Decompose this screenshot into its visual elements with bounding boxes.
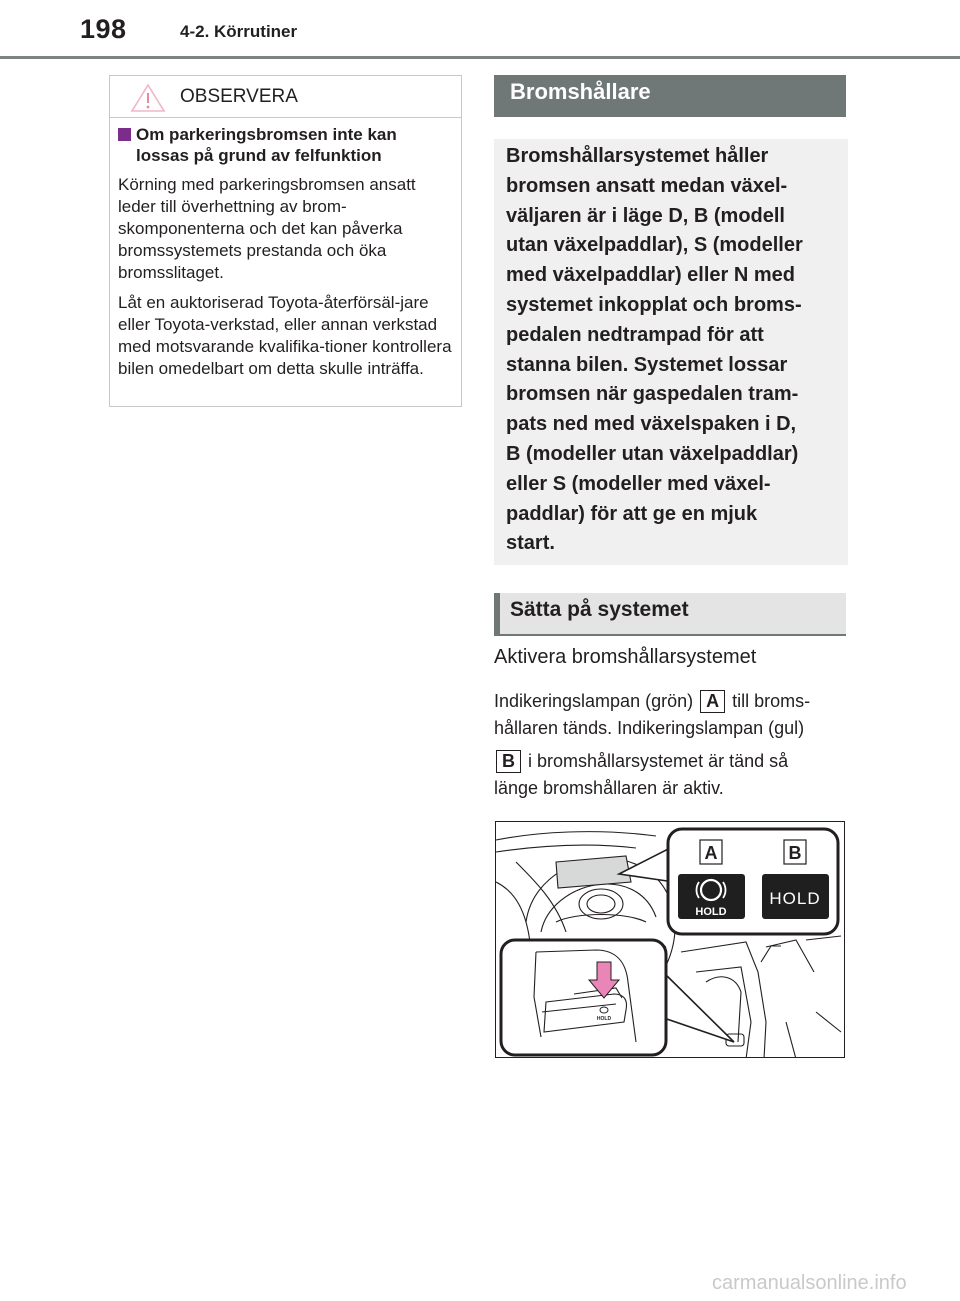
- intro-line: paddlar) för att ge en mjuk: [506, 502, 758, 525]
- brake-hold-illustration: [495, 821, 845, 1058]
- caution-subheading: [118, 124, 453, 166]
- page-number: 198: [80, 14, 127, 44]
- intro-line: bromsen ansatt medan växel-: [506, 174, 788, 197]
- intro-box: [494, 139, 848, 565]
- caution-box: [109, 75, 462, 407]
- caution-paragraph: Körning med parkeringsbromsen ansatt leder till överhettning av brom-skomponenterna och det kan påverka bromssystemets prestanda och öka bromsslitaget.: [118, 175, 416, 282]
- para1-text: Indikeringslampan (grön): [494, 691, 694, 711]
- step-text: Aktivera bromshållarsystemet: [494, 646, 757, 668]
- illustration-svg: [496, 822, 845, 1058]
- intro-line: bromsen när gaspedalen tram-: [506, 383, 799, 406]
- caution-body: [110, 118, 461, 380]
- indicator-a-text: HOLD: [695, 906, 727, 918]
- intro-line: väljaren är i läge D, B (modell: [506, 204, 785, 227]
- indicator-b-text: HOLD: [769, 889, 821, 908]
- intro-line: med växelpaddlar) eller N med: [506, 264, 796, 287]
- section-heading-brake-hold: Bromshållare: [494, 75, 846, 117]
- watermark: carmanualsonline.info: [712, 1272, 907, 1294]
- key-label-a: A: [700, 690, 725, 713]
- paragraph-indicator-a: [494, 688, 848, 742]
- para2-line2: länge bromshållaren är aktiv.: [494, 778, 724, 798]
- page-header: [0, 0, 960, 58]
- figure-label-a: A: [704, 843, 718, 863]
- intro-line: B (modeller utan växelpaddlar): [506, 442, 799, 465]
- section-reference: 4-2. Körrutiner: [180, 22, 298, 41]
- key-label-b: B: [496, 750, 521, 773]
- caution-title: OBSERVERA: [180, 86, 298, 107]
- intro-line: stanna bilen. Systemet lossar: [506, 353, 788, 376]
- button-hold-text: HOLD: [596, 1016, 612, 1022]
- caution-header: [110, 76, 461, 118]
- para1-text-end: till broms-: [732, 691, 811, 711]
- intro-line: utan växelpaddlar), S (modeller: [506, 234, 803, 257]
- intro-line: eller S (modeller med växel-: [506, 472, 771, 495]
- intro-line: pats ned med växelspaken i D,: [506, 413, 797, 436]
- section-heading-activate: Sätta på systemet: [494, 593, 846, 636]
- header-rule: [0, 56, 960, 59]
- caution-paragraph: Låt en auktoriserad Toyota-återförsäl-jare eller Toyota-verkstad, eller annan verkstad med motsvarande kvalifika-tioner kontrollera bilen omedelbart om detta skulle inträffa.: [118, 293, 452, 378]
- warning-icon: [130, 83, 166, 113]
- paragraph-indicator-b: [494, 748, 848, 802]
- intro-line: pedalen nedtrampad för att: [506, 323, 764, 346]
- para1-line2: hållaren tänds. Indikeringslampan (gul): [494, 718, 805, 738]
- caution-subheading-text: Om parkeringsbromsen inte kan lossas på grund av felfunktion: [136, 125, 397, 165]
- square-bullet-icon: [118, 128, 131, 141]
- figure-label-b: B: [788, 843, 802, 863]
- intro-line: systemet inkopplat och broms-: [506, 293, 802, 316]
- para2-text: i bromshållarsystemet är tänd så: [528, 751, 789, 771]
- intro-line: Bromshållarsystemet håller: [506, 145, 769, 167]
- intro-line: start.: [506, 532, 555, 555]
